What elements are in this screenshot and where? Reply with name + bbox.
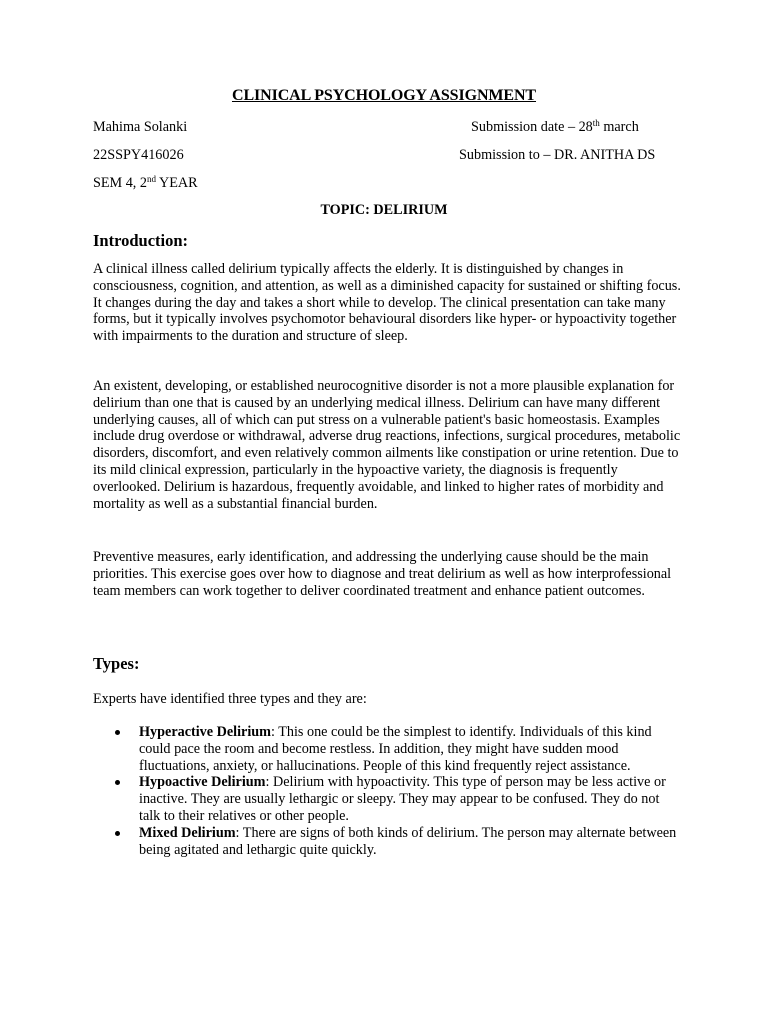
types-heading: Types: <box>93 654 140 673</box>
semester-year <box>93 174 198 192</box>
author-name: Mahima Solanki <box>93 119 188 135</box>
bullet-icon <box>115 780 120 785</box>
types-list <box>93 724 683 858</box>
submission-date-sup: th <box>592 118 600 128</box>
document-title: CLINICAL PSYCHOLOGY ASSIGNMENT <box>231 87 537 104</box>
submission-date-month: march <box>599 119 639 135</box>
topic-heading: TOPIC: DELIRIUM <box>320 202 448 218</box>
semester-suffix: YEAR <box>156 175 198 191</box>
submission-date-label: Submission date – 28 <box>471 119 593 135</box>
intro-paragraph-1: A clinical illness called delirium typically affects the elderly. It is distinguished by changes in consciousness, cognition, and attention, as well as a diminished capacity for sustained or shifting focus. It changes during the day and takes a short while to develop. The clinical presentation can take many forms, but it typically involves psychomotor behavioural disorders like hyper- or hypoactivity together with impairments to the duration and structure of sleep. <box>93 261 681 345</box>
bullet-icon <box>115 730 120 735</box>
type-description: : There are signs of both kinds of delirium. The person may alternate between being agitated and lethargic quite quickly. <box>139 824 677 858</box>
semester-sup: nd <box>147 174 156 184</box>
intro-paragraph-2: An existent, developing, or established neurocognitive disorder is not a more plausible explanation for delirium than one that is caused by an underlying medical illness. Delirium can have many different underlying causes, all of which can put stress on a vulnerable patient's basic homeostasis. Examples include drug overdose or withdrawal, adverse drug reactions, infections, surgical procedures, metabolic disorders, discomfort, and even relatively common ailments like constipation or urine retention. Due to its mild clinical expression, particularly in the hypoactive variety, the diagnosis is frequently overlooked. Delirium is hazardous, frequently avoidable, and linked to higher rates of morbidity and mortality as well as a substantial financial burden. <box>93 378 681 512</box>
type-term: Mixed Delirium <box>139 824 236 841</box>
type-description: : Delirium with hypoactivity. This type of person may be less active or inactive. They are usually lethargic or sleepy. They may appear to be confused. They do not talk to their relatives or other people. <box>139 774 666 824</box>
roll-number: 22SSPY416026 <box>93 147 184 163</box>
semester-prefix: SEM 4, 2 <box>93 175 147 191</box>
submission-to: Submission to – DR. ANITHA DS <box>459 147 656 163</box>
types-intro: Experts have identified three types and they are: <box>93 691 367 707</box>
type-description: : This one could be the simplest to identify. Individuals of this kind could pace the room and become restless. In addition, they might have sudden mood fluctuations, anxiety, or hallucinations. People of this kind frequently reject assistance. <box>139 724 652 774</box>
type-term: Hyperactive Delirium <box>139 724 271 740</box>
type-term: Hypoactive Delirium <box>139 774 266 791</box>
bullet-icon <box>115 831 120 836</box>
list-item <box>93 724 683 774</box>
list-item <box>93 825 683 859</box>
intro-paragraph-3: Preventive measures, early identification, and addressing the underlying cause should be the main priorities. This exercise goes over how to diagnose and treat delirium as well as how interprofessional team members can work together to deliver coordinated treatment and enhance patient outcomes. <box>93 549 672 599</box>
list-item <box>93 774 683 824</box>
introduction-heading: Introduction: <box>93 231 189 250</box>
submission-date <box>471 118 639 136</box>
